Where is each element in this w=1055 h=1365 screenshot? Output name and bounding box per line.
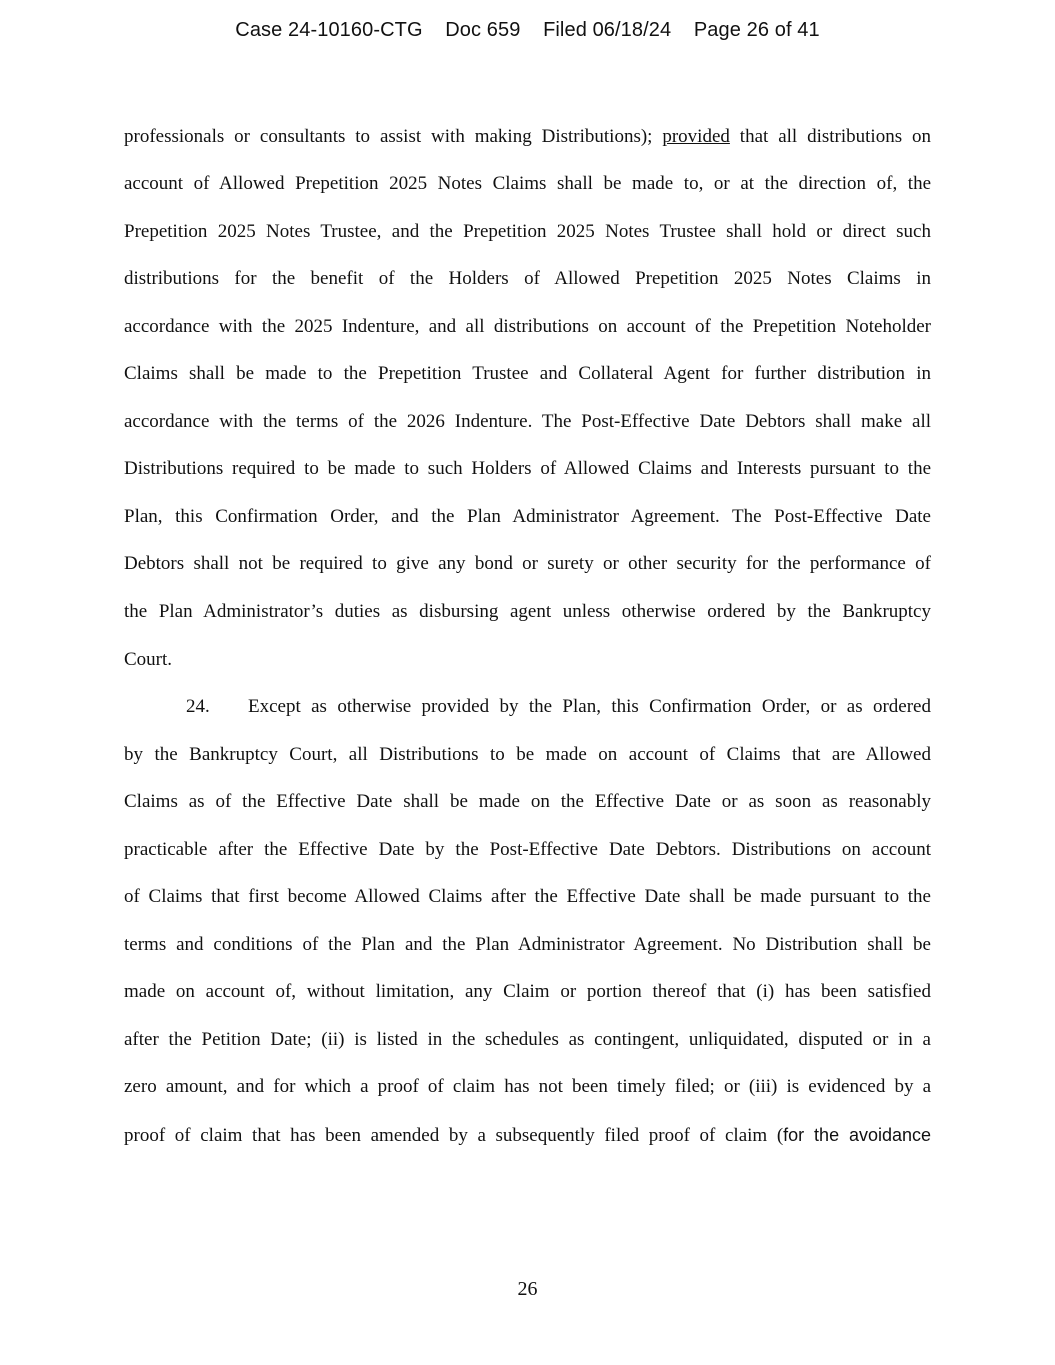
paragraph-24-line: Claims as of the Effective Date shall be made on the Effective Date or as soon as reasonably	[124, 791, 931, 812]
paragraph-1-line: Court.	[124, 649, 173, 670]
paragraph-1-line: Distributions required to be made to such Holders of Allowed Claims and Interests pursuant to the	[124, 458, 931, 479]
paragraph-24-line: terms and conditions of the Plan and the Plan Administrator Agreement. No Distribution shall be	[124, 934, 931, 955]
paragraph-24-line: of Claims that first become Allowed Claims after the Effective Date shall be made pursuant to the	[124, 886, 931, 907]
paragraph-24-last-line	[124, 1120, 931, 1150]
paragraph-1-line: Claims shall be made to the Prepetition Trustee and Collateral Agent for further distribution in	[124, 363, 931, 384]
paragraph-number: 24.	[186, 696, 210, 717]
paragraph-1-line: distributions for the benefit of the Holders of Allowed Prepetition 2025 Notes Claims in	[124, 268, 931, 289]
underlined-term-provided: provided	[662, 126, 730, 147]
page-number: 26	[517, 1278, 538, 1300]
paragraph-1-line	[124, 122, 931, 152]
text-segment-sans: for the avoidance	[783, 1125, 932, 1145]
paragraph-24-line: after the Petition Date; (ii) is listed in the schedules as contingent, unliquidated, disputed or in a	[124, 1029, 931, 1050]
paragraph-1-line: account of Allowed Prepetition 2025 Notes Claims shall be made to, or at the direction of, the	[124, 173, 931, 194]
paragraph-1-line: the Plan Administrator’s duties as disbursing agent unless otherwise ordered by the Bankruptcy	[124, 601, 931, 622]
text-segment: Except as otherwise provided by the Plan, this Confirmation Order, or as ordered	[248, 696, 931, 717]
paragraph-24-line: practicable after the Effective Date by the Post-Effective Date Debtors. Distributions on account	[124, 839, 931, 860]
paragraph-24-line: by the Bankruptcy Court, all Distributions to be made on account of Claims that are Allowed	[124, 744, 931, 765]
text-segment: that all distributions on	[729, 126, 932, 147]
paragraph-1-line: Plan, this Confirmation Order, and the Plan Administrator Agreement. The Post-Effective Date	[124, 506, 931, 527]
paragraph-24-line: made on account of, without limitation, any Claim or portion thereof that (i) has been satisfied	[124, 981, 931, 1002]
paragraph-1-line: Debtors shall not be required to give any bond or surety or other security for the performance of	[124, 553, 931, 574]
text-segment: proof of claim that has been amended by a subsequently filed proof of claim (	[124, 1125, 784, 1146]
case-header: Case 24-10160-CTG Doc 659 Filed 06/18/24 Page 26 of 41	[235, 19, 820, 41]
paragraph-24-first-line	[124, 692, 931, 722]
paragraph-1-line: accordance with the 2025 Indenture, and all distributions on account of the Prepetition Noteholder	[124, 316, 931, 337]
paragraph-1-line: Prepetition 2025 Notes Trustee, and the Prepetition 2025 Notes Trustee shall hold or direct such	[124, 221, 931, 242]
text-segment: professionals or consultants to assist with making Distributions);	[124, 126, 663, 147]
paragraph-24-line: zero amount, and for which a proof of claim has not been timely filed; or (iii) is evidenced by a	[124, 1076, 931, 1097]
paragraph-1-line: accordance with the terms of the 2026 Indenture. The Post-Effective Date Debtors shall make all	[124, 411, 931, 432]
